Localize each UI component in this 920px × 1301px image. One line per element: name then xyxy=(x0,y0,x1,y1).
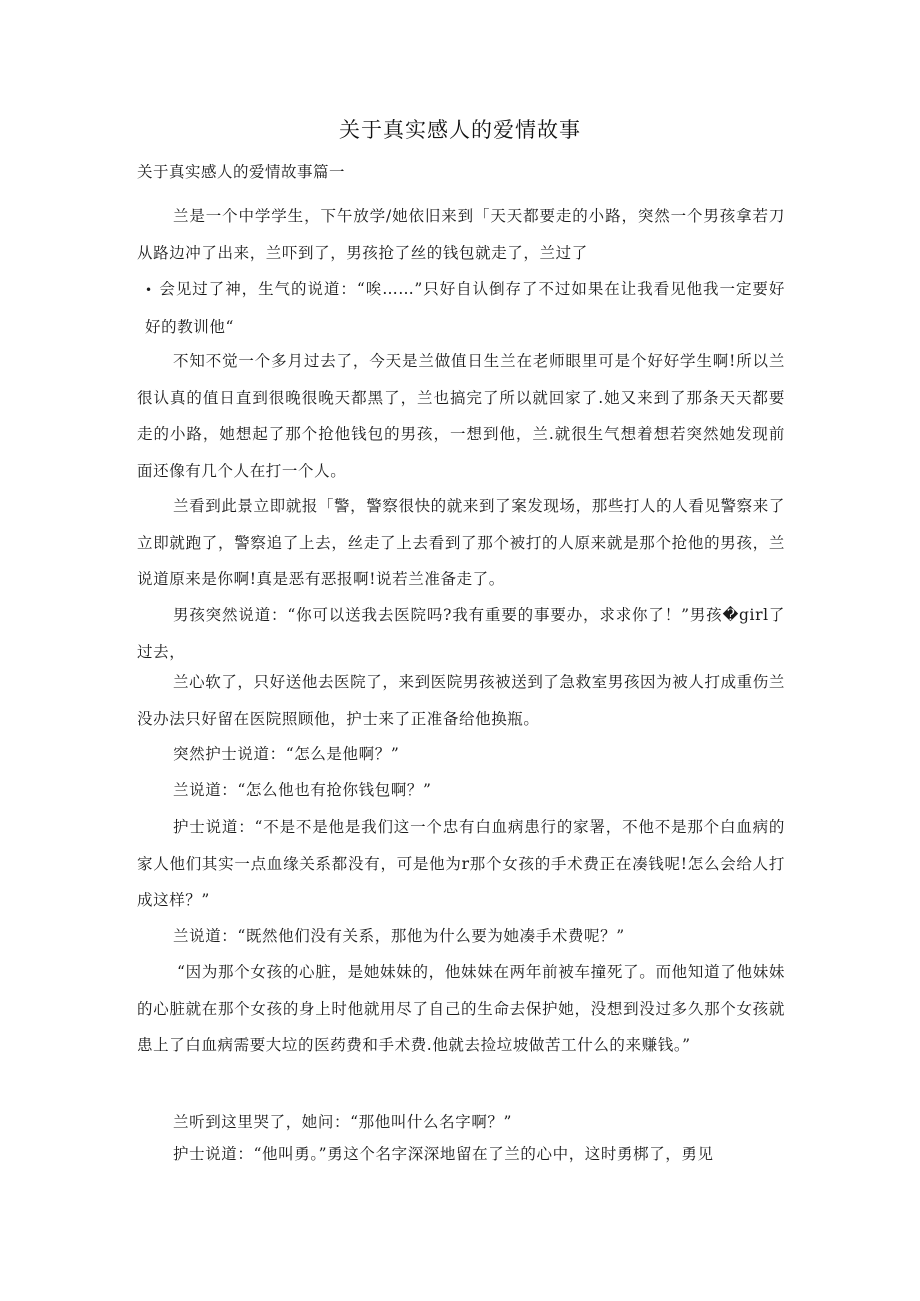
document-title: 关于真实感人的爱情故事 xyxy=(339,118,581,142)
paragraph-5: 男孩突然说道：“你可以送我去医院吗?我有重要的事要办，求求你了！”男孩�girl了过去， xyxy=(137,606,785,661)
paragraph-6: 兰心软了，只好送他去医院了，来到医院男孩被送到了急救室男孩因为被人打成重伤兰没办法只好留在医院照顾他，护士来了正准备给他换瓶。 xyxy=(137,673,785,728)
section-heading: 关于真实感人的爱情故事篇一 xyxy=(137,163,346,181)
paragraph-11: “因为那个女孩的心脏，是她妹妹的，他妹妹在两年前被车撞死了。而他知道了他妹妹的心脏就在那个女孩的身上时他就用尽了自己的生命去保护她，没想到没过多久那个女孩就患上了白血病需要大垃的医药费和手术费.他就去捡垃坡做苦工什么的来赚钱。” xyxy=(137,963,785,1054)
paragraph-3: 不知不觉一个多月过去了，今天是兰做值日生兰在老师眼里可是个好好学生啊!所以兰很认真的值日直到很晚很晚天都黑了，兰也搞完了所以就回家了.她又来到了那条天天都要走的小路，她想起了那个抢他钱包的男孩，一想到他，兰.就很生气想着想若突然她发现前面还像有几个人在打一个人。 xyxy=(137,352,785,480)
paragraph-9: 护士说道：“不是不是他是我们这一个忠有白血病患行的家署，不他不是那个白血病的家人他们其实一点血缘关系都没有，可是他为r那个女孩的手术费正在凑钱呢!怎么会给人打成这样？” xyxy=(137,818,785,909)
bullet-marker: • xyxy=(145,283,153,297)
paragraph-12: 兰听到这里哭了，她问：“那他叫什么名字啊？” xyxy=(173,1113,513,1131)
paragraph-4: 兰看到此景立即就报「警，警察很快的就来到了案发现场，那些打人的人看见警察来了立即就跑了，警察追了上去，丝走了上去看到了那个被打的人原来就是那个抢他的男孩，兰说道原来是你啊!真是恶有恶报啊!说若兰准备走了。 xyxy=(137,497,785,588)
paragraph-1: 兰是一个中学学生，下午放学/她依旧来到「天天都要走的小路，突然一个男孩拿若刀从路边冲了出来，兰吓到了，男孩抢了丝的钱包就走了，兰过了 xyxy=(137,207,785,262)
paragraph-2 xyxy=(145,271,785,345)
paragraph-10: 兰说道：“既然他们没有关系，那他为什么要为她凑手术费呢？” xyxy=(173,927,625,945)
paragraph-13: 护士说道：“他叫勇。”勇这个名字深深地留在了兰的心中，这时勇梆了，勇见 xyxy=(173,1145,714,1163)
paragraph-7: 突然护士说道：“怎么是他啊？” xyxy=(173,745,400,763)
paragraph-8: 兰说道：“怎么他也有抢你钱包啊？” xyxy=(173,781,432,799)
paragraph-2-text: 会见过了神，生气的说道：“唉……”只好自认倒存了不过如果在让我看见他我一定要好好的教训他“ xyxy=(145,280,785,336)
